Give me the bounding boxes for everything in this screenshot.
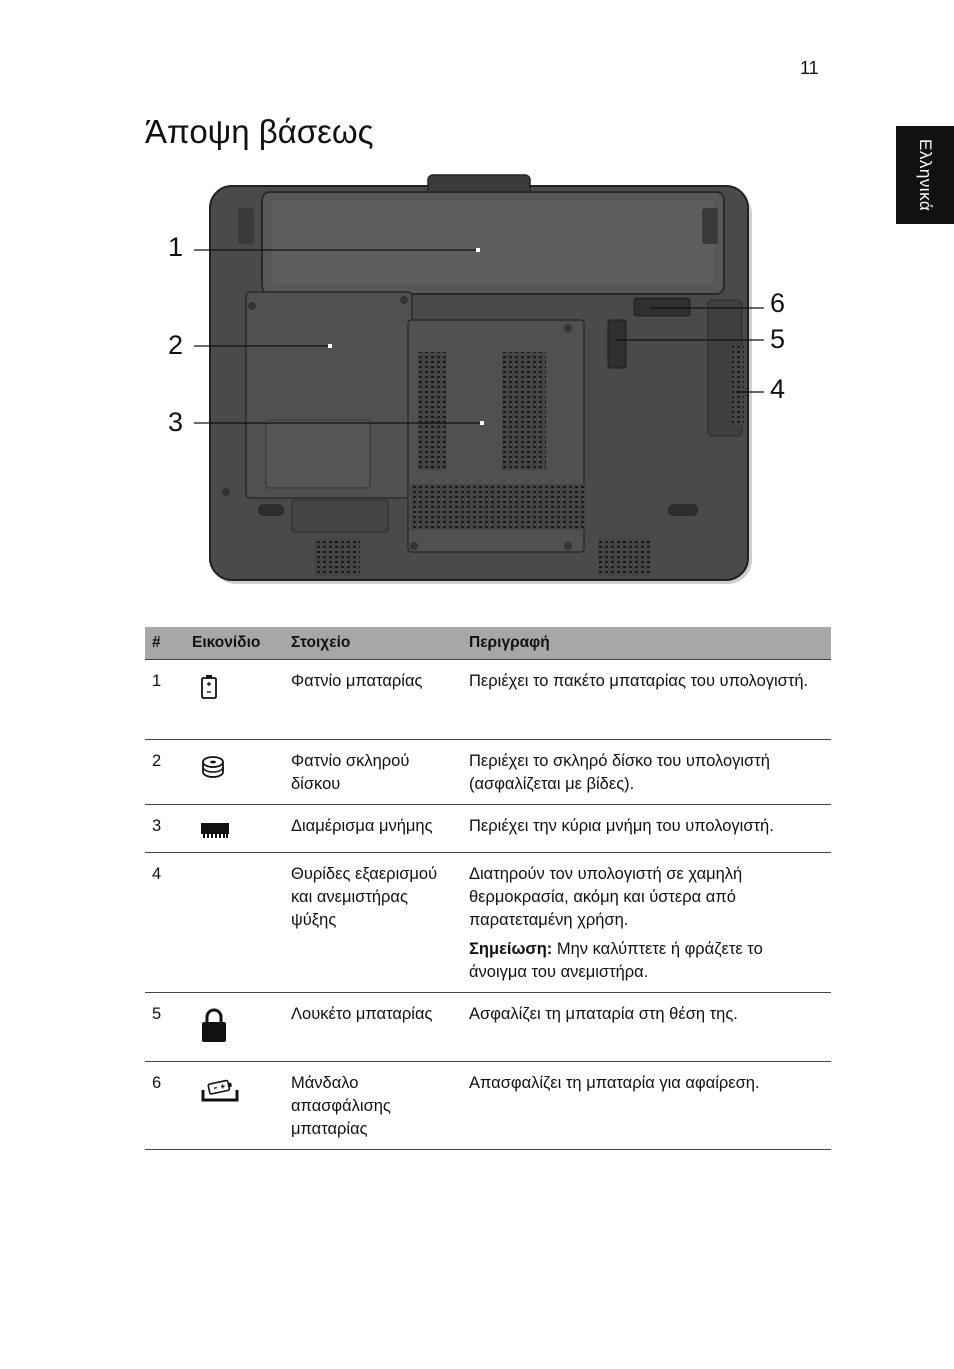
row-item: Διαμέρισμα μνήμης <box>284 805 462 853</box>
table-row <box>145 740 831 805</box>
table-header-row <box>145 627 831 660</box>
header-desc: Περιγραφή <box>462 627 831 660</box>
note-text: Μην καλύπτετε ή φράζετε το άνοιγμα του ανεμιστήρα. <box>469 940 763 981</box>
table-row <box>145 993 831 1062</box>
callout-4: 4 <box>770 374 786 404</box>
row-desc-cell <box>462 853 831 993</box>
row-icon-cell <box>185 660 284 740</box>
row-num: 4 <box>145 853 185 993</box>
row-icon-cell <box>185 1062 284 1150</box>
callout-1: 1 <box>168 232 184 262</box>
lock-icon <box>200 1007 228 1043</box>
row-item: Φατνίο σκληρού δίσκου <box>284 740 462 805</box>
page-title: Άποψη βάσεως <box>145 113 374 150</box>
row-note <box>469 938 824 984</box>
memory-icon <box>200 819 230 839</box>
row-item: Μάνδαλο απασφάλισης μπαταρίας <box>284 1062 462 1150</box>
row-item: Θυρίδες εξαερισμού και ανεμιστήρας ψύξης <box>284 853 462 993</box>
table-row <box>145 660 831 740</box>
hard-disk-icon <box>200 754 226 780</box>
row-item: Λουκέτο μπαταρίας <box>284 993 462 1062</box>
callout-5: 5 <box>770 324 786 354</box>
row-icon-cell <box>185 993 284 1062</box>
row-num: 3 <box>145 805 185 853</box>
row-desc: Περιέχει την κύρια μνήμη του υπολογιστή. <box>462 805 831 853</box>
table-row <box>145 805 831 853</box>
language-tab <box>896 126 954 224</box>
callout-2: 2 <box>168 330 184 360</box>
laptop-base-illustration <box>160 170 800 600</box>
base-view-table <box>145 627 831 1150</box>
row-item: Φατνίο μπαταρίας <box>284 660 462 740</box>
row-desc: Διατηρούν τον υπολογιστή σε χαμηλή θερμοκρασία, ακόμη και ύστερα από παρατεταμένη χρήση. <box>469 865 743 929</box>
note-label: Σημείωση: <box>469 940 553 958</box>
header-icon: Εικονίδιο <box>185 627 284 660</box>
row-icon-cell <box>185 740 284 805</box>
row-desc: Περιέχει το σκληρό δίσκο του υπολογιστή (ασφαλίζεται με βίδες). <box>462 740 831 805</box>
row-desc: Απασφαλίζει τη μπαταρία για αφαίρεση. <box>462 1062 831 1150</box>
page-number: 11 <box>800 58 819 78</box>
row-icon-cell <box>185 853 284 993</box>
row-desc: Περιέχει το πακέτο μπαταρίας του υπολογιστή. <box>462 660 831 740</box>
header-num: # <box>145 627 185 660</box>
row-num: 1 <box>145 660 185 740</box>
battery-icon <box>200 674 218 700</box>
row-icon-cell <box>185 805 284 853</box>
callout-6: 6 <box>770 288 786 318</box>
language-tab-label: Ελληνικά <box>916 138 935 212</box>
table-row <box>145 853 831 993</box>
callout-3: 3 <box>168 407 184 437</box>
row-desc: Ασφαλίζει τη μπαταρία στη θέση της. <box>462 993 831 1062</box>
laptop-base-figure <box>160 170 800 600</box>
table-row <box>145 1062 831 1150</box>
row-num: 2 <box>145 740 185 805</box>
battery-release-icon <box>200 1076 240 1104</box>
row-num: 6 <box>145 1062 185 1150</box>
row-num: 5 <box>145 993 185 1062</box>
header-item: Στοιχείο <box>284 627 462 660</box>
